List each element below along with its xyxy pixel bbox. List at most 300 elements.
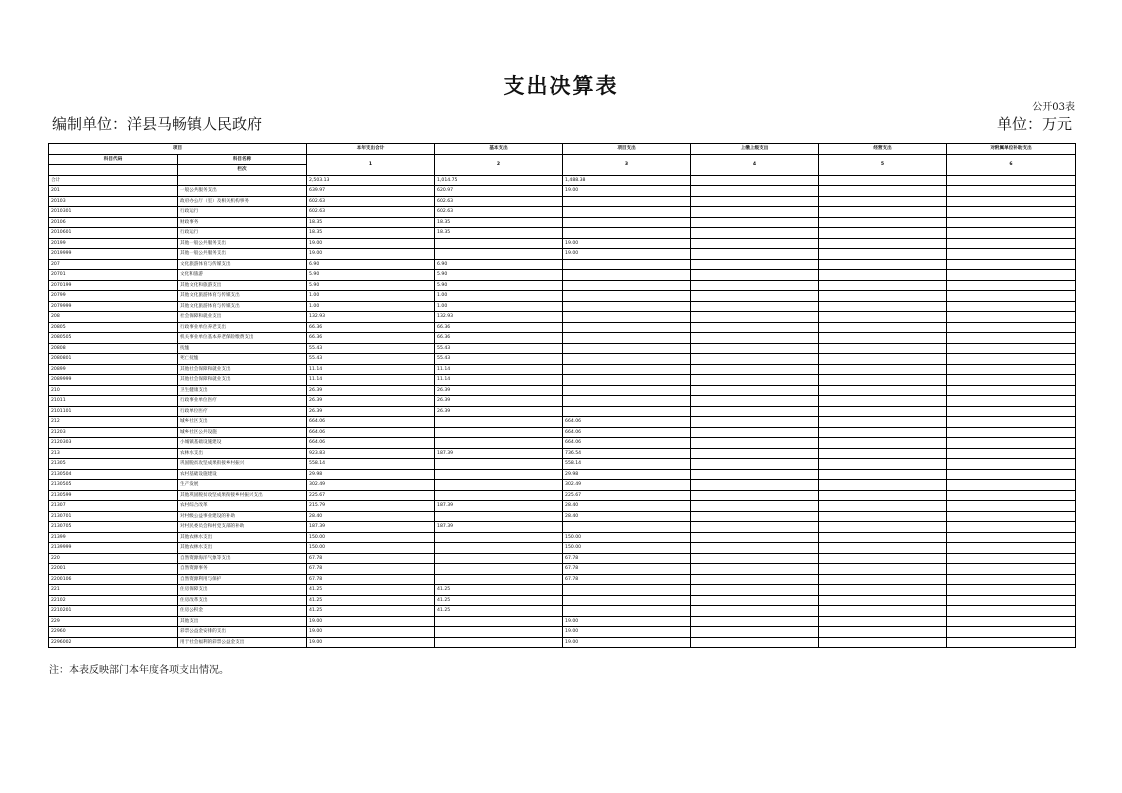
- table-row: [49, 196, 1076, 207]
- cell-upper: [691, 417, 819, 428]
- cell-code: 208: [49, 312, 178, 323]
- cell-subsidy: [947, 228, 1076, 239]
- table-row: [49, 448, 1076, 459]
- cell-name: 一般公共服务支出: [178, 186, 307, 197]
- cell-project: 19.00: [563, 186, 691, 197]
- cell-name: 对村级公益事业建设的补助: [178, 511, 307, 522]
- cell-name: 对村民委员会和村党支部的补助: [178, 522, 307, 533]
- cell-code: 212: [49, 417, 178, 428]
- table-row: [49, 553, 1076, 564]
- cell-project: [563, 606, 691, 617]
- cell-name: 住房改革支出: [178, 595, 307, 606]
- table-row: [49, 532, 1076, 543]
- cell-total: 55.43: [307, 354, 435, 365]
- cell-subsidy: [947, 322, 1076, 333]
- cell-upper: [691, 375, 819, 386]
- cell-upper: [691, 574, 819, 585]
- cell-name: 财政事务: [178, 217, 307, 228]
- cell-code: 20805: [49, 322, 178, 333]
- cell-upper: [691, 270, 819, 281]
- table-row: [49, 280, 1076, 291]
- cell-total: 11.14: [307, 375, 435, 386]
- cell-basic: [435, 459, 563, 470]
- header-seq: 栏次: [178, 165, 307, 176]
- cell-project: 19.00: [563, 249, 691, 260]
- table-row: [49, 606, 1076, 617]
- cell-upper: [691, 406, 819, 417]
- cell-basic: 41.25: [435, 585, 563, 596]
- table-row: [49, 511, 1076, 522]
- cell-subsidy: [947, 480, 1076, 491]
- cell-name: 自然资源事务: [178, 564, 307, 575]
- cell-project: 150.00: [563, 532, 691, 543]
- cell-business: [819, 480, 947, 491]
- cell-project: 1,488.38: [563, 175, 691, 186]
- cell-project: [563, 364, 691, 375]
- cell-basic: [435, 553, 563, 564]
- cell-business: [819, 322, 947, 333]
- cell-upper: [691, 312, 819, 323]
- cell-subsidy: [947, 543, 1076, 554]
- cell-subsidy: [947, 354, 1076, 365]
- cell-code: 2019999: [49, 249, 178, 260]
- cell-code: 合计: [49, 175, 178, 186]
- cell-business: [819, 175, 947, 186]
- cell-project: 664.06: [563, 427, 691, 438]
- cell-name: 其他农林水支出: [178, 532, 307, 543]
- cell-name: 其他社会保障和就业支出: [178, 364, 307, 375]
- cell-project: 558.14: [563, 459, 691, 470]
- cell-project: [563, 196, 691, 207]
- cell-business: [819, 291, 947, 302]
- cell-subsidy: [947, 364, 1076, 375]
- cell-business: [819, 522, 947, 533]
- header-spacer: [49, 165, 178, 176]
- form-number: 公开03表: [1032, 102, 1075, 113]
- cell-name: 彩票公益金安排的支出: [178, 627, 307, 638]
- cell-basic: [435, 469, 563, 480]
- cell-project: [563, 343, 691, 354]
- table-row: [49, 333, 1076, 344]
- cell-code: 21305: [49, 459, 178, 470]
- cell-project: [563, 585, 691, 596]
- cell-business: [819, 448, 947, 459]
- table-row: [49, 238, 1076, 249]
- cell-project: [563, 259, 691, 270]
- cell-business: [819, 396, 947, 407]
- table-row: [49, 459, 1076, 470]
- cell-business: [819, 217, 947, 228]
- cell-name: 行政事业单位养老支出: [178, 322, 307, 333]
- cell-code: 2089999: [49, 375, 178, 386]
- cell-business: [819, 270, 947, 281]
- cell-total: 18.35: [307, 228, 435, 239]
- cell-project: 67.78: [563, 574, 691, 585]
- cell-subsidy: [947, 627, 1076, 638]
- cell-upper: [691, 301, 819, 312]
- page-title: 支出决算表: [503, 73, 619, 98]
- cell-business: [819, 606, 947, 617]
- cell-business: [819, 427, 947, 438]
- cell-name: 其他文化和旅游支出: [178, 280, 307, 291]
- table-row: [49, 501, 1076, 512]
- cell-code: 22102: [49, 595, 178, 606]
- cell-business: [819, 259, 947, 270]
- cell-code: 21203: [49, 427, 178, 438]
- cell-project: 664.06: [563, 438, 691, 449]
- cell-upper: [691, 490, 819, 501]
- cell-subsidy: [947, 616, 1076, 627]
- cell-code: 20701: [49, 270, 178, 281]
- cell-upper: [691, 333, 819, 344]
- cell-project: 19.00: [563, 616, 691, 627]
- table-row: [49, 270, 1076, 281]
- cell-code: 20106: [49, 217, 178, 228]
- cell-project: [563, 312, 691, 323]
- table-row: [49, 217, 1076, 228]
- cell-basic: 18.35: [435, 228, 563, 239]
- col-number-1: 1: [307, 154, 435, 175]
- cell-business: [819, 354, 947, 365]
- cell-total: 602.63: [307, 207, 435, 218]
- cell-name: 城乡社区支出: [178, 417, 307, 428]
- cell-project: [563, 375, 691, 386]
- cell-upper: [691, 427, 819, 438]
- header-name: 科目名称: [178, 154, 307, 165]
- cell-basic: 41.25: [435, 595, 563, 606]
- cell-basic: [435, 249, 563, 260]
- cell-code: 2010601: [49, 228, 178, 239]
- cell-business: [819, 637, 947, 648]
- cell-name: 其他文化旅游体育与传媒支出: [178, 291, 307, 302]
- cell-subsidy: [947, 459, 1076, 470]
- cell-name: 住房公积金: [178, 606, 307, 617]
- cell-subsidy: [947, 406, 1076, 417]
- cell-total: 41.25: [307, 606, 435, 617]
- cell-subsidy: [947, 396, 1076, 407]
- cell-subsidy: [947, 501, 1076, 512]
- cell-code: 221: [49, 585, 178, 596]
- cell-subsidy: [947, 238, 1076, 249]
- cell-code: 21011: [49, 396, 178, 407]
- cell-subsidy: [947, 564, 1076, 575]
- cell-project: 28.40: [563, 511, 691, 522]
- cell-code: 2079999: [49, 301, 178, 312]
- cell-business: [819, 616, 947, 627]
- cell-name: 抚恤: [178, 343, 307, 354]
- cell-subsidy: [947, 280, 1076, 291]
- table-row: [49, 616, 1076, 627]
- cell-name: 行政事业单位医疗: [178, 396, 307, 407]
- cell-project: [563, 333, 691, 344]
- cell-name: 其他巩固脱贫攻坚成果衔接乡村振兴支出: [178, 490, 307, 501]
- cell-total: 558.14: [307, 459, 435, 470]
- cell-business: [819, 301, 947, 312]
- cell-total: 602.63: [307, 196, 435, 207]
- cell-upper: [691, 564, 819, 575]
- cell-upper: [691, 259, 819, 270]
- cell-code: 2130505: [49, 480, 178, 491]
- cell-subsidy: [947, 438, 1076, 449]
- cell-upper: [691, 585, 819, 596]
- cell-subsidy: [947, 270, 1076, 281]
- cell-business: [819, 312, 947, 323]
- cell-business: [819, 438, 947, 449]
- cell-basic: [435, 564, 563, 575]
- cell-total: 923.83: [307, 448, 435, 459]
- cell-name: 住房保障支出: [178, 585, 307, 596]
- cell-code: 2130701: [49, 511, 178, 522]
- currency-unit: 单位：万元: [996, 115, 1072, 133]
- cell-name: 其他一般公共服务支出: [178, 249, 307, 260]
- cell-code: 2130705: [49, 522, 178, 533]
- cell-total: 19.00: [307, 627, 435, 638]
- cell-upper: [691, 217, 819, 228]
- cell-code: 2200106: [49, 574, 178, 585]
- cell-upper: [691, 322, 819, 333]
- table-body: [49, 175, 1076, 648]
- cell-upper: [691, 627, 819, 638]
- table-row: [49, 406, 1076, 417]
- table-row: [49, 438, 1076, 449]
- cell-upper: [691, 438, 819, 449]
- cell-subsidy: [947, 574, 1076, 585]
- cell-name: 政府办公厅（室）及相关机构事务: [178, 196, 307, 207]
- cell-project: [563, 270, 691, 281]
- cell-business: [819, 459, 947, 470]
- cell-code: 213: [49, 448, 178, 459]
- cell-upper: [691, 396, 819, 407]
- cell-basic: 11.14: [435, 375, 563, 386]
- table-row: [49, 595, 1076, 606]
- cell-total: 67.78: [307, 574, 435, 585]
- cell-subsidy: [947, 637, 1076, 648]
- cell-upper: [691, 343, 819, 354]
- cell-code: 2130599: [49, 490, 178, 501]
- cell-upper: [691, 448, 819, 459]
- expenditure-table: [48, 143, 1076, 648]
- cell-upper: [691, 637, 819, 648]
- cell-total: 187.39: [307, 522, 435, 533]
- cell-project: 150.00: [563, 543, 691, 554]
- cell-upper: [691, 616, 819, 627]
- cell-name: 小城镇基础设施建设: [178, 438, 307, 449]
- cell-project: 67.78: [563, 564, 691, 575]
- cell-basic: 187.39: [435, 501, 563, 512]
- cell-total: 26.39: [307, 385, 435, 396]
- cell-basic: 187.39: [435, 522, 563, 533]
- cell-upper: [691, 469, 819, 480]
- header-basic: 基本支出: [435, 144, 563, 155]
- cell-project: [563, 228, 691, 239]
- cell-business: [819, 553, 947, 564]
- cell-business: [819, 501, 947, 512]
- table-row: [49, 427, 1076, 438]
- cell-code: 22001: [49, 564, 178, 575]
- cell-basic: [435, 637, 563, 648]
- cell-business: [819, 543, 947, 554]
- cell-project: [563, 301, 691, 312]
- cell-basic: 1,014.75: [435, 175, 563, 186]
- cell-total: 28.40: [307, 511, 435, 522]
- cell-code: 2080505: [49, 333, 178, 344]
- cell-name: 农村基础设施建设: [178, 469, 307, 480]
- table-row: [49, 343, 1076, 354]
- cell-subsidy: [947, 207, 1076, 218]
- cell-subsidy: [947, 606, 1076, 617]
- cell-name: [178, 175, 307, 186]
- cell-upper: [691, 175, 819, 186]
- cell-code: 2130504: [49, 469, 178, 480]
- cell-code: 21307: [49, 501, 178, 512]
- col-number-2: 2: [435, 154, 563, 175]
- cell-code: 2296002: [49, 637, 178, 648]
- cell-upper: [691, 196, 819, 207]
- cell-total: 2,503.13: [307, 175, 435, 186]
- header-upper: 上缴上级支出: [691, 144, 819, 155]
- cell-subsidy: [947, 490, 1076, 501]
- cell-code: 207: [49, 259, 178, 270]
- table-row: [49, 490, 1076, 501]
- cell-total: 67.78: [307, 553, 435, 564]
- cell-name: 生产发展: [178, 480, 307, 491]
- cell-code: 2210201: [49, 606, 178, 617]
- table-row: [49, 385, 1076, 396]
- cell-code: 2101101: [49, 406, 178, 417]
- cell-basic: 5.90: [435, 270, 563, 281]
- cell-total: 5.90: [307, 270, 435, 281]
- cell-subsidy: [947, 259, 1076, 270]
- cell-name: 其他农林水支出: [178, 543, 307, 554]
- cell-business: [819, 627, 947, 638]
- cell-project: 67.78: [563, 553, 691, 564]
- header-business: 经营支出: [819, 144, 947, 155]
- cell-subsidy: [947, 553, 1076, 564]
- col-number-5: 5: [819, 154, 947, 175]
- cell-subsidy: [947, 301, 1076, 312]
- cell-upper: [691, 207, 819, 218]
- cell-basic: [435, 511, 563, 522]
- cell-subsidy: [947, 427, 1076, 438]
- table-row: [49, 543, 1076, 554]
- cell-code: 22960: [49, 627, 178, 638]
- cell-subsidy: [947, 522, 1076, 533]
- cell-upper: [691, 354, 819, 365]
- cell-subsidy: [947, 595, 1076, 606]
- cell-total: 67.78: [307, 564, 435, 575]
- table-row: [49, 228, 1076, 239]
- header-total: 本年支出合计: [307, 144, 435, 155]
- col-number-4: 4: [691, 154, 819, 175]
- cell-project: 19.00: [563, 238, 691, 249]
- cell-project: 225.67: [563, 490, 691, 501]
- col-number-6: 6: [947, 154, 1076, 175]
- cell-basic: 602.63: [435, 207, 563, 218]
- cell-upper: [691, 606, 819, 617]
- cell-total: 18.35: [307, 217, 435, 228]
- cell-basic: [435, 438, 563, 449]
- cell-total: 26.39: [307, 396, 435, 407]
- cell-code: 201: [49, 186, 178, 197]
- cell-basic: 55.43: [435, 354, 563, 365]
- cell-name: 行政单位医疗: [178, 406, 307, 417]
- cell-code: 2070199: [49, 280, 178, 291]
- cell-upper: [691, 511, 819, 522]
- cell-basic: 55.43: [435, 343, 563, 354]
- header-code: 科目代码: [49, 154, 178, 165]
- cell-name: 用于社会福利的彩票公益金支出: [178, 637, 307, 648]
- cell-code: 220: [49, 553, 178, 564]
- cell-project: 664.06: [563, 417, 691, 428]
- cell-business: [819, 406, 947, 417]
- cell-project: 19.00: [563, 637, 691, 648]
- cell-code: 21399: [49, 532, 178, 543]
- compiling-unit: 编制单位：洋县马畅镇人民政府: [52, 115, 263, 133]
- table-row: [49, 417, 1076, 428]
- cell-code: 20103: [49, 196, 178, 207]
- col-number-3: 3: [563, 154, 691, 175]
- cell-business: [819, 469, 947, 480]
- cell-total: 1.00: [307, 291, 435, 302]
- table-row: [49, 469, 1076, 480]
- cell-name: 其他文化旅游体育与传媒支出: [178, 301, 307, 312]
- cell-basic: 1.00: [435, 301, 563, 312]
- table-row: [49, 627, 1076, 638]
- cell-project: [563, 217, 691, 228]
- cell-business: [819, 595, 947, 606]
- cell-subsidy: [947, 333, 1076, 344]
- cell-upper: [691, 595, 819, 606]
- cell-basic: 26.39: [435, 406, 563, 417]
- cell-basic: 602.63: [435, 196, 563, 207]
- cell-total: 66.36: [307, 322, 435, 333]
- footnote: 注：本表反映部门本年度各项支出情况。: [49, 665, 229, 676]
- cell-basic: [435, 480, 563, 491]
- cell-code: 210: [49, 385, 178, 396]
- cell-subsidy: [947, 249, 1076, 260]
- cell-upper: [691, 501, 819, 512]
- cell-name: 文化旅游体育与传媒支出: [178, 259, 307, 270]
- cell-business: [819, 364, 947, 375]
- cell-total: 66.36: [307, 333, 435, 344]
- cell-total: 664.06: [307, 427, 435, 438]
- cell-total: 639.97: [307, 186, 435, 197]
- table-row: [49, 207, 1076, 218]
- cell-subsidy: [947, 217, 1076, 228]
- cell-name: 机关事业单位基本养老保险缴费支出: [178, 333, 307, 344]
- cell-subsidy: [947, 196, 1076, 207]
- cell-business: [819, 207, 947, 218]
- cell-basic: [435, 543, 563, 554]
- cell-name: 农林水支出: [178, 448, 307, 459]
- cell-name: 文化和旅游: [178, 270, 307, 281]
- cell-business: [819, 280, 947, 291]
- cell-code: 20199: [49, 238, 178, 249]
- table-row: [49, 312, 1076, 323]
- cell-basic: 5.90: [435, 280, 563, 291]
- cell-name: 农村综合改革: [178, 501, 307, 512]
- cell-basic: 26.39: [435, 385, 563, 396]
- cell-basic: [435, 616, 563, 627]
- table-row: [49, 637, 1076, 648]
- cell-project: [563, 406, 691, 417]
- cell-business: [819, 490, 947, 501]
- table-row: [49, 585, 1076, 596]
- cell-code: 2120303: [49, 438, 178, 449]
- cell-business: [819, 343, 947, 354]
- cell-business: [819, 186, 947, 197]
- table-row: [49, 480, 1076, 491]
